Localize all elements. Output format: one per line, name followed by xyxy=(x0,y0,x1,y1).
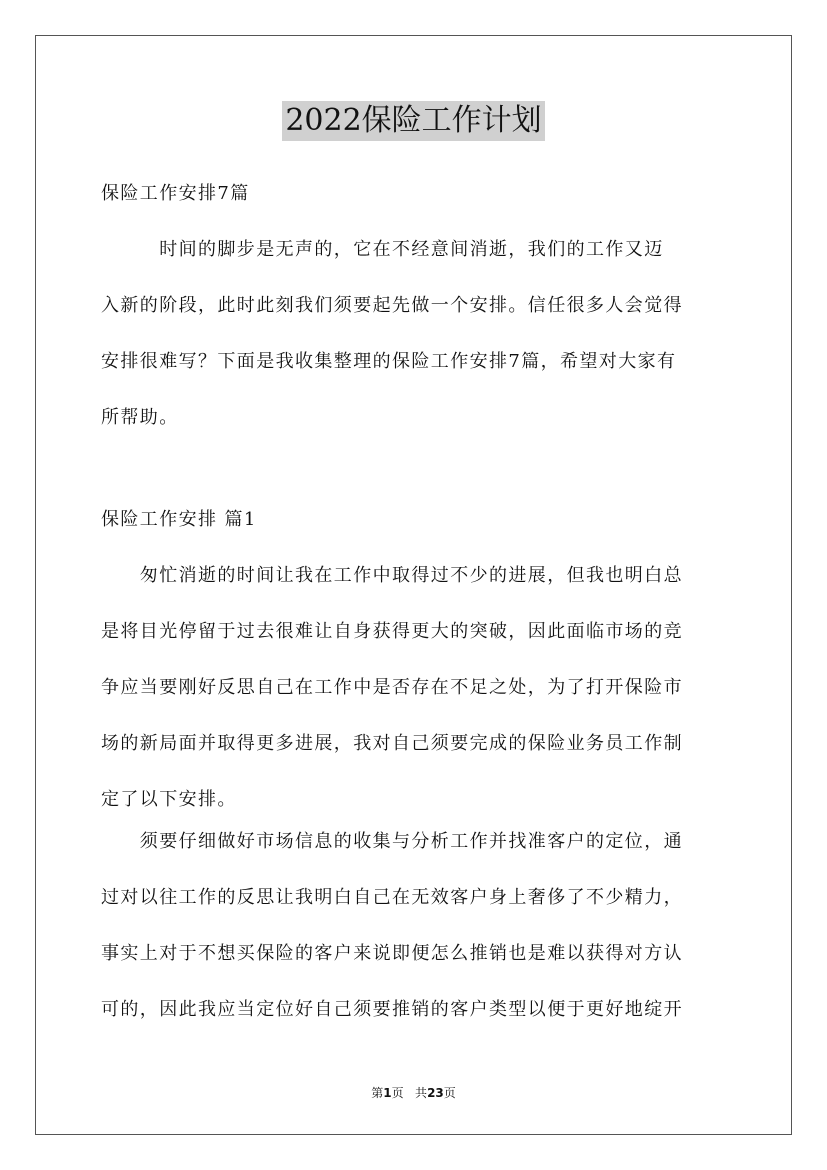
paragraph-line: 定了以下安排。 xyxy=(101,789,237,810)
intro-line: 入新的阶段，此时此刻我们须要起先做一个安排。信任很多人会觉得 xyxy=(101,295,683,316)
paragraph-2 xyxy=(101,830,727,1054)
section-heading-block xyxy=(101,508,727,564)
paragraph-line: 可的，因此我应当定位好自己须要推销的客户类型以便于更好地绽开 xyxy=(101,999,683,1020)
title-wrap xyxy=(0,101,827,141)
subtitle-block xyxy=(101,182,727,238)
paragraph-1 xyxy=(101,564,727,844)
paragraph-line: 事实上对于不想买保险的客户来说即便怎么推销也是难以获得对方认 xyxy=(101,943,683,964)
intro-line: 时间的脚步是无声的，它在不经意间消逝，我们的工作又迈 xyxy=(101,239,664,260)
section-heading: 保险工作安排 篇1 xyxy=(101,509,257,530)
intro-paragraph xyxy=(101,238,727,462)
paragraph-line: 过对以往工作的反思让我明白自己在无效客户身上奢侈了不少精力， xyxy=(101,887,683,908)
page-suffix: 页 xyxy=(391,1086,404,1100)
intro-line: 安排很难写？下面是我收集整理的保险工作安排7篇，希望对大家有 xyxy=(101,351,677,372)
intro-line: 所帮助。 xyxy=(101,407,179,428)
page-number: 1 xyxy=(383,1086,392,1100)
subtitle: 保险工作安排7篇 xyxy=(101,183,250,204)
paragraph-line: 争应当要刚好反思自己在工作中是否存在不足之处，为了打开保险市 xyxy=(101,677,683,698)
total-prefix: 共 xyxy=(415,1086,428,1100)
paragraph-line: 匆忙消逝的时间让我在工作中取得过不少的进展，但我也明白总 xyxy=(101,565,683,586)
total-pages: 23 xyxy=(427,1086,444,1100)
page-prefix: 第 xyxy=(371,1086,384,1100)
paragraph-line: 是将目光停留于过去很难让自身获得更大的突破，因此面临市场的竞 xyxy=(101,621,683,642)
total-suffix: 页 xyxy=(443,1086,456,1100)
document-title: 2022保险工作计划 xyxy=(282,101,544,141)
paragraph-line: 场的新局面并取得更多进展，我对自己须要完成的保险业务员工作制 xyxy=(101,733,683,754)
paragraph-line: 须要仔细做好市场信息的收集与分析工作并找准客户的定位，通 xyxy=(101,831,683,852)
page-footer xyxy=(0,1084,827,1101)
